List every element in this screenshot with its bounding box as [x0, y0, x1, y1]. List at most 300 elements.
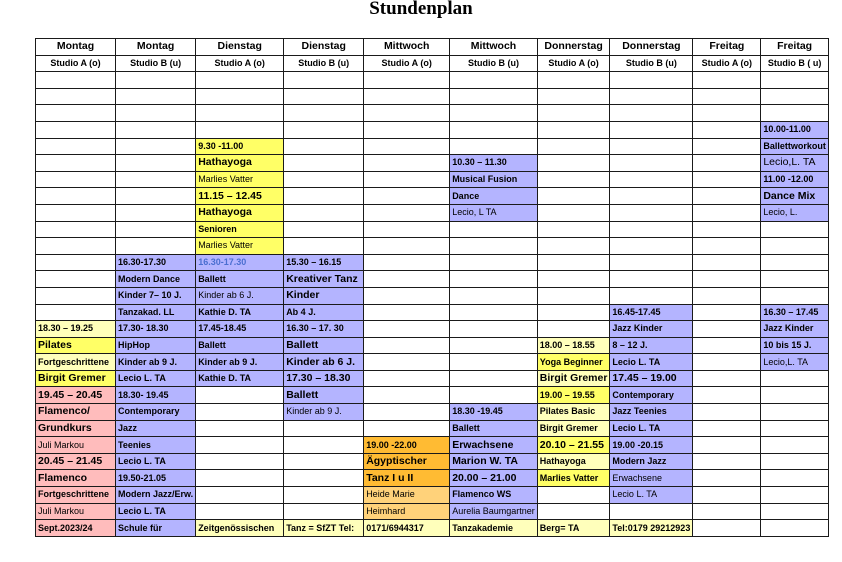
schedule-cell: 18.30- 19.45	[116, 387, 196, 404]
table-row	[36, 453, 829, 470]
schedule-cell	[284, 155, 364, 172]
schedule-cell: Ballettworkout	[761, 138, 829, 155]
schedule-cell: Schule für	[116, 520, 196, 537]
schedule-body	[36, 39, 829, 537]
schedule-cell	[693, 221, 761, 238]
studio-header: Studio A (o)	[36, 55, 116, 72]
day-header: Freitag	[761, 39, 829, 56]
schedule-cell	[693, 171, 761, 188]
schedule-cell	[693, 304, 761, 321]
schedule-cell: Marlies Vatter	[537, 470, 610, 487]
schedule-cell	[610, 271, 693, 288]
schedule-cell	[537, 171, 610, 188]
schedule-cell	[761, 453, 829, 470]
schedule-cell	[537, 155, 610, 172]
schedule-cell: Dance	[450, 188, 538, 205]
schedule-cell: 15.30 – 16.15	[284, 254, 364, 271]
schedule-cell	[36, 287, 116, 304]
schedule-cell	[116, 88, 196, 105]
table-row	[36, 304, 829, 321]
studio-header: Studio A (o)	[537, 55, 610, 72]
schedule-cell	[693, 188, 761, 205]
schedule-cell	[36, 271, 116, 288]
schedule-cell	[693, 238, 761, 255]
schedule-cell: 18.00 – 18.55	[537, 337, 610, 354]
schedule-cell: 17.30 – 18.30	[284, 370, 364, 387]
table-row	[36, 155, 829, 172]
schedule-cell	[116, 221, 196, 238]
schedule-cell: Tel:0179 29212923	[610, 520, 693, 537]
schedule-cell	[693, 88, 761, 105]
schedule-cell: Jazz Kinder	[610, 321, 693, 338]
schedule-cell	[36, 138, 116, 155]
schedule-cell	[693, 271, 761, 288]
table-row	[36, 503, 829, 520]
schedule-cell	[450, 72, 538, 89]
schedule-cell	[364, 88, 450, 105]
schedule-cell	[364, 420, 450, 437]
schedule-cell	[450, 271, 538, 288]
table-row	[36, 520, 829, 537]
schedule-cell	[36, 105, 116, 122]
schedule-cell: Kreativer Tanz	[284, 271, 364, 288]
schedule-cell: Kinder 7– 10 J.	[116, 287, 196, 304]
studio-header: Studio A (o)	[196, 55, 284, 72]
schedule-cell	[761, 520, 829, 537]
table-row	[36, 238, 829, 255]
schedule-cell: Lecio, L.	[761, 204, 829, 221]
schedule-cell	[610, 121, 693, 138]
schedule-cell: 16.30-17.30	[196, 254, 284, 271]
table-row	[36, 487, 829, 504]
day-header: Montag	[116, 39, 196, 56]
schedule-cell: Ballett	[450, 420, 538, 437]
schedule-cell	[196, 88, 284, 105]
schedule-cell	[610, 155, 693, 172]
schedule-cell: 0171/6944317	[364, 520, 450, 537]
schedule-cell	[610, 171, 693, 188]
schedule-cell	[196, 72, 284, 89]
schedule-cell: Flamenco/	[36, 404, 116, 421]
schedule-cell	[364, 105, 450, 122]
schedule-cell	[537, 105, 610, 122]
schedule-cell	[36, 254, 116, 271]
schedule-cell: Berg= TA	[537, 520, 610, 537]
schedule-cell	[610, 503, 693, 520]
schedule-cell	[450, 354, 538, 371]
schedule-cell: HipHop	[116, 337, 196, 354]
schedule-cell	[761, 503, 829, 520]
schedule-cell	[693, 321, 761, 338]
schedule-cell	[693, 287, 761, 304]
schedule-cell	[116, 72, 196, 89]
schedule-cell: 10 bis 15 J.	[761, 337, 829, 354]
schedule-cell: 11.15 – 12.45	[196, 188, 284, 205]
schedule-cell: Senioren	[196, 221, 284, 238]
schedule-cell	[116, 171, 196, 188]
schedule-cell: Kinder	[284, 287, 364, 304]
schedule-cell	[284, 188, 364, 205]
schedule-cell	[364, 238, 450, 255]
table-row	[36, 138, 829, 155]
studio-header: Studio A (o)	[364, 55, 450, 72]
table-row	[36, 437, 829, 454]
schedule-cell	[36, 204, 116, 221]
schedule-cell: Grundkurs	[36, 420, 116, 437]
schedule-cell: Marion W. TA	[450, 453, 538, 470]
schedule-cell: Contemporary	[610, 387, 693, 404]
schedule-cell	[761, 254, 829, 271]
schedule-cell	[761, 437, 829, 454]
schedule-cell	[196, 437, 284, 454]
table-row	[36, 354, 829, 371]
schedule-cell: Ab 4 J.	[284, 304, 364, 321]
schedule-cell	[537, 121, 610, 138]
schedule-cell	[610, 188, 693, 205]
schedule-table	[35, 38, 829, 537]
schedule-cell: Yoga Beginner	[537, 354, 610, 371]
schedule-cell	[450, 105, 538, 122]
schedule-cell: 16.30-17.30	[116, 254, 196, 271]
schedule-cell	[693, 105, 761, 122]
schedule-cell: Lecio,L. TA	[761, 155, 829, 172]
schedule-cell	[693, 121, 761, 138]
schedule-cell: 19.00 -22.00	[364, 437, 450, 454]
schedule-cell: 19.45 – 20.45	[36, 387, 116, 404]
table-row	[36, 321, 829, 338]
schedule-cell	[36, 171, 116, 188]
table-row	[36, 337, 829, 354]
schedule-cell: 19.50-21.05	[116, 470, 196, 487]
schedule-cell	[284, 437, 364, 454]
schedule-cell	[36, 188, 116, 205]
schedule-cell	[693, 204, 761, 221]
schedule-cell: 10.30 – 11.30	[450, 155, 538, 172]
schedule-cell: Ballett	[196, 337, 284, 354]
schedule-cell: Tanzakademie	[450, 520, 538, 537]
schedule-cell: Ballett	[284, 337, 364, 354]
table-row	[36, 404, 829, 421]
schedule-cell	[364, 354, 450, 371]
schedule-cell	[450, 304, 538, 321]
schedule-cell	[450, 88, 538, 105]
day-header: Mittwoch	[364, 39, 450, 56]
schedule-cell	[284, 487, 364, 504]
schedule-cell	[36, 121, 116, 138]
schedule-cell	[693, 387, 761, 404]
schedule-cell	[693, 138, 761, 155]
table-row	[36, 204, 829, 221]
schedule-cell: Lecio L. TA	[116, 453, 196, 470]
table-row	[36, 171, 829, 188]
day-header: Donnerstag	[537, 39, 610, 56]
schedule-cell	[610, 72, 693, 89]
schedule-cell	[116, 105, 196, 122]
header-studio-row	[36, 55, 829, 72]
schedule-cell	[450, 321, 538, 338]
table-row	[36, 188, 829, 205]
schedule-cell: 9.30 -11.00	[196, 138, 284, 155]
schedule-cell	[364, 404, 450, 421]
schedule-cell	[693, 503, 761, 520]
schedule-cell: Musical Fusion	[450, 171, 538, 188]
schedule-cell: Kinder ab 9 J.	[284, 404, 364, 421]
schedule-cell	[693, 337, 761, 354]
schedule-cell: Fortgeschrittene	[36, 354, 116, 371]
schedule-cell: Contemporary	[116, 404, 196, 421]
schedule-cell	[36, 304, 116, 321]
table-row	[36, 387, 829, 404]
schedule-cell	[116, 204, 196, 221]
schedule-cell: Jazz Kinder	[761, 321, 829, 338]
schedule-cell: Tanz I u II	[364, 470, 450, 487]
day-header: Dienstag	[284, 39, 364, 56]
schedule-cell	[196, 453, 284, 470]
schedule-cell	[450, 221, 538, 238]
schedule-cell: 20.10 – 21.55	[537, 437, 610, 454]
schedule-cell: Lecio L. TA	[116, 503, 196, 520]
schedule-cell	[761, 88, 829, 105]
schedule-cell	[761, 420, 829, 437]
studio-header: Studio B ( u)	[761, 55, 829, 72]
studio-header: Studio B (u)	[450, 55, 538, 72]
schedule-cell: 19.00 – 19.55	[537, 387, 610, 404]
schedule-cell	[284, 171, 364, 188]
schedule-cell	[761, 487, 829, 504]
schedule-cell: Ballett	[284, 387, 364, 404]
table-row	[36, 221, 829, 238]
schedule-cell: Hathayoga	[537, 453, 610, 470]
schedule-cell	[610, 238, 693, 255]
schedule-cell: Fortgeschrittene	[36, 487, 116, 504]
schedule-cell	[693, 155, 761, 172]
table-row	[36, 287, 829, 304]
schedule-cell	[537, 188, 610, 205]
schedule-cell	[537, 221, 610, 238]
table-row	[36, 88, 829, 105]
schedule-cell	[364, 254, 450, 271]
schedule-cell: Pilates	[36, 337, 116, 354]
schedule-cell	[284, 238, 364, 255]
schedule-cell	[364, 337, 450, 354]
schedule-cell: Hathayoga	[196, 204, 284, 221]
schedule-cell: Aurelia Baumgartner	[450, 503, 538, 520]
schedule-cell	[537, 287, 610, 304]
schedule-cell	[284, 420, 364, 437]
schedule-cell: Jazz Teenies	[610, 404, 693, 421]
schedule-cell	[116, 155, 196, 172]
schedule-cell	[537, 88, 610, 105]
schedule-cell: 20.00 – 21.00	[450, 470, 538, 487]
table-row	[36, 105, 829, 122]
schedule-cell: 10.00-11.00	[761, 121, 829, 138]
studio-header: Studio B (u)	[284, 55, 364, 72]
schedule-cell: Lecio L. TA	[610, 354, 693, 371]
table-row	[36, 470, 829, 487]
schedule-cell	[537, 138, 610, 155]
schedule-cell	[693, 420, 761, 437]
schedule-cell	[761, 287, 829, 304]
schedule-cell	[284, 138, 364, 155]
table-row	[36, 72, 829, 89]
schedule-cell: Sept.2023/24	[36, 520, 116, 537]
schedule-cell	[116, 188, 196, 205]
schedule-cell: Kinder ab 9 J.	[196, 354, 284, 371]
schedule-cell: Lecio L. TA	[610, 487, 693, 504]
header-day-row	[36, 39, 829, 56]
schedule-cell: Ballett	[196, 271, 284, 288]
schedule-cell	[116, 238, 196, 255]
schedule-cell: Hathayoga	[196, 155, 284, 172]
schedule-cell	[364, 287, 450, 304]
day-header: Freitag	[693, 39, 761, 56]
schedule-cell: 11.00 -12.00	[761, 171, 829, 188]
schedule-cell	[537, 204, 610, 221]
schedule-cell	[196, 404, 284, 421]
schedule-cell: Flamenco WS	[450, 487, 538, 504]
schedule-cell	[761, 238, 829, 255]
schedule-cell: 18.30 -19.45	[450, 404, 538, 421]
schedule-cell	[537, 271, 610, 288]
schedule-cell	[693, 404, 761, 421]
table-row	[36, 254, 829, 271]
schedule-cell	[364, 204, 450, 221]
schedule-cell	[116, 121, 196, 138]
schedule-cell	[284, 121, 364, 138]
schedule-cell: 16.45-17.45	[610, 304, 693, 321]
schedule-cell	[761, 404, 829, 421]
schedule-cell	[196, 420, 284, 437]
schedule-cell	[196, 487, 284, 504]
day-header: Dienstag	[196, 39, 284, 56]
schedule-cell	[761, 72, 829, 89]
table-row	[36, 271, 829, 288]
schedule-cell	[364, 271, 450, 288]
schedule-cell	[364, 72, 450, 89]
schedule-cell	[693, 487, 761, 504]
schedule-cell: Birgit Gremer	[36, 370, 116, 387]
schedule-cell	[450, 387, 538, 404]
schedule-cell: 16.30 – 17. 30	[284, 321, 364, 338]
schedule-cell	[196, 470, 284, 487]
schedule-cell: Zeitgenössischen	[196, 520, 284, 537]
schedule-cell	[610, 105, 693, 122]
schedule-cell	[284, 105, 364, 122]
schedule-cell	[364, 321, 450, 338]
schedule-cell: Ägyptischer	[364, 453, 450, 470]
schedule-cell: Juli Markou	[36, 437, 116, 454]
schedule-cell: Lecio, L TA	[450, 204, 538, 221]
schedule-cell: Lecio,L. TA	[761, 354, 829, 371]
studio-header: Studio A (o)	[693, 55, 761, 72]
schedule-cell	[450, 254, 538, 271]
schedule-cell	[537, 503, 610, 520]
schedule-cell: Tanzakad. LL	[116, 304, 196, 321]
schedule-cell	[761, 221, 829, 238]
schedule-cell: Lecio L. TA	[116, 370, 196, 387]
schedule-cell	[537, 487, 610, 504]
schedule-cell: 18.30 – 19.25	[36, 321, 116, 338]
schedule-cell	[693, 254, 761, 271]
day-header: Mittwoch	[450, 39, 538, 56]
schedule-cell: Tanz = SfZT Tel:	[284, 520, 364, 537]
schedule-cell: 17.45 – 19.00	[610, 370, 693, 387]
table-row	[36, 370, 829, 387]
schedule-cell: 17.30- 18.30	[116, 321, 196, 338]
schedule-cell: Marlies Vatter	[196, 238, 284, 255]
schedule-cell	[693, 72, 761, 89]
schedule-cell	[196, 121, 284, 138]
schedule-cell	[196, 503, 284, 520]
table-row	[36, 420, 829, 437]
page-title: Stundenplan	[369, 0, 473, 19]
schedule-cell	[284, 453, 364, 470]
schedule-cell	[693, 453, 761, 470]
schedule-cell	[36, 155, 116, 172]
schedule-cell: Heimhard	[364, 503, 450, 520]
schedule-cell: Kathie D. TA	[196, 304, 284, 321]
schedule-cell	[693, 470, 761, 487]
schedule-cell	[364, 188, 450, 205]
schedule-cell	[537, 321, 610, 338]
schedule-cell: Birgit Gremer	[537, 370, 610, 387]
schedule-cell: Kinder ab 9 J.	[116, 354, 196, 371]
schedule-cell	[610, 88, 693, 105]
day-header: Donnerstag	[610, 39, 693, 56]
schedule-cell	[610, 204, 693, 221]
schedule-cell: Dance Mix	[761, 188, 829, 205]
schedule-cell: Flamenco	[36, 470, 116, 487]
schedule-cell	[364, 221, 450, 238]
schedule-cell	[284, 221, 364, 238]
schedule-cell: Heide Marie	[364, 487, 450, 504]
schedule-cell	[610, 287, 693, 304]
schedule-cell: 16.30 – 17.45	[761, 304, 829, 321]
schedule-cell	[364, 155, 450, 172]
studio-header: Studio B (u)	[610, 55, 693, 72]
schedule-cell	[364, 370, 450, 387]
schedule-cell	[284, 470, 364, 487]
schedule-cell	[284, 204, 364, 221]
schedule-cell	[610, 221, 693, 238]
schedule-cell	[36, 221, 116, 238]
schedule-cell: Lecio L. TA	[610, 420, 693, 437]
schedule-cell	[450, 238, 538, 255]
schedule-cell	[450, 370, 538, 387]
schedule-cell	[284, 88, 364, 105]
schedule-cell: Modern Jazz/Erw.	[116, 487, 196, 504]
schedule-cell: 8 – 12 J.	[610, 337, 693, 354]
schedule-cell	[284, 72, 364, 89]
schedule-cell: Marlies Vatter	[196, 171, 284, 188]
schedule-cell: Kathie D. TA	[196, 370, 284, 387]
schedule-cell: Modern Dance	[116, 271, 196, 288]
schedule-cell: 17.45-18.45	[196, 321, 284, 338]
schedule-cell: Jazz	[116, 420, 196, 437]
schedule-cell	[196, 105, 284, 122]
schedule-cell: Kinder ab 6 J.	[284, 354, 364, 371]
schedule-cell	[610, 138, 693, 155]
schedule-cell: Modern Jazz	[610, 453, 693, 470]
schedule-cell	[537, 254, 610, 271]
schedule-cell	[537, 72, 610, 89]
schedule-cell	[196, 387, 284, 404]
schedule-cell	[693, 437, 761, 454]
schedule-cell	[610, 254, 693, 271]
schedule-cell: Juli Markou	[36, 503, 116, 520]
schedule-cell	[761, 271, 829, 288]
schedule-cell: 20.45 – 21.45	[36, 453, 116, 470]
